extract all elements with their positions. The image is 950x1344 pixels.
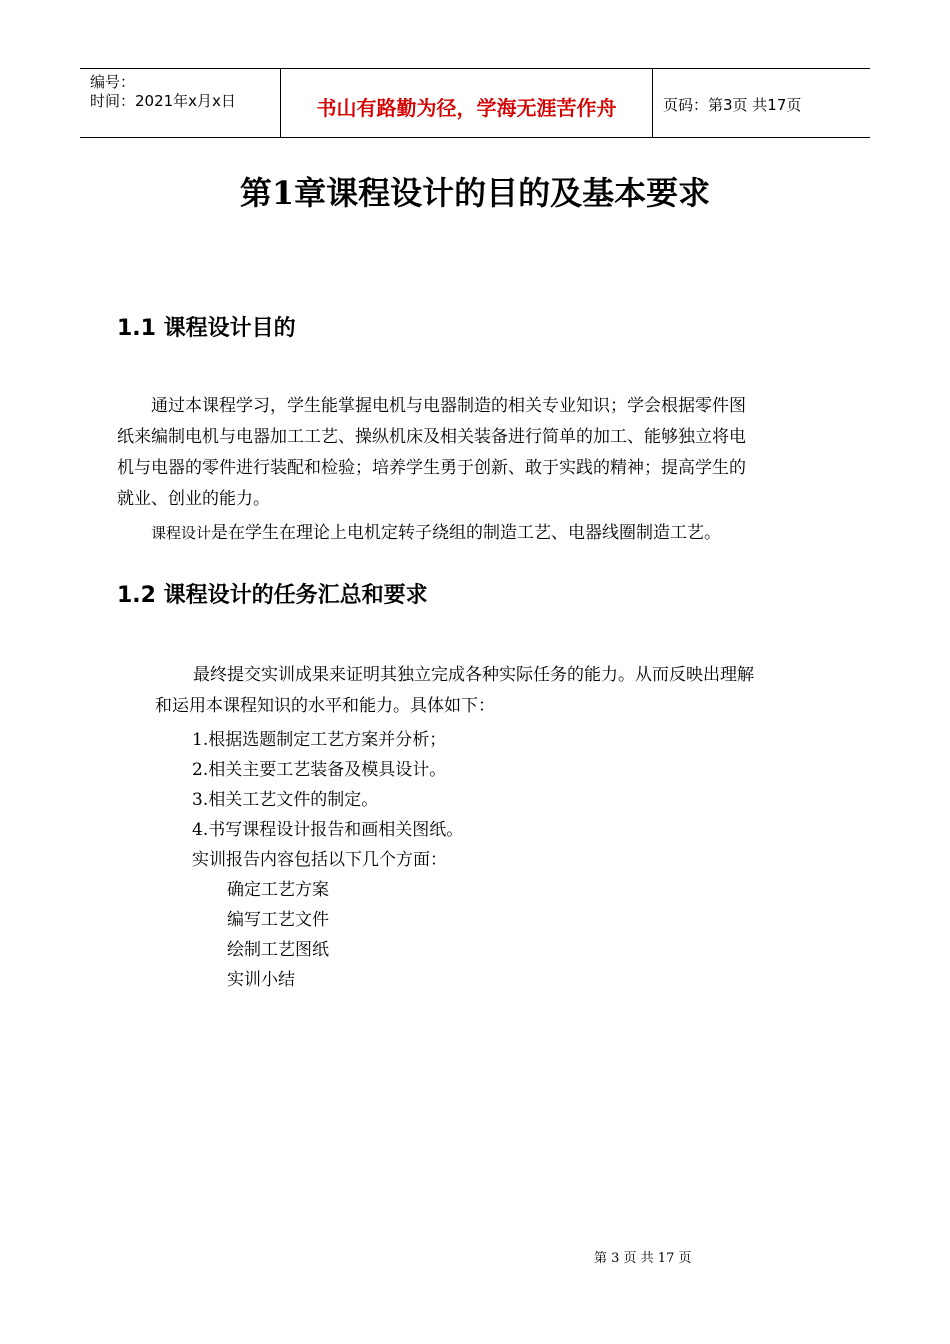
header-page-info: 页码：第3页 共17页 bbox=[663, 96, 802, 114]
list-item: 3.相关工艺文件的制定。 bbox=[192, 790, 379, 810]
report-item: 绘制工艺图纸 bbox=[227, 940, 329, 960]
paragraph-line: 纸来编制电机与电器加工工艺、操纵机床及相关装备进行简单的加工、能够独立将电 bbox=[117, 427, 746, 447]
note-prefix: 课程设计 bbox=[151, 524, 212, 542]
list-item: 4.书写课程设计报告和画相关图纸。 bbox=[192, 820, 464, 840]
paragraph-line: 最终提交实训成果来证明其独立完成各种实际任务的能力。从而反映出理解 bbox=[193, 665, 754, 685]
chapter-title: 第1章课程设计的目的及基本要求 bbox=[239, 174, 711, 212]
section-1-1-paragraph bbox=[117, 391, 847, 515]
header-page-cell bbox=[653, 69, 870, 137]
report-item: 确定工艺方案 bbox=[227, 880, 329, 900]
note-text: 是在学生在理论上电机定转子绕组的制造工艺、电器线圈制造工艺。 bbox=[211, 523, 722, 543]
paragraph-line: 通过本课程学习，学生能掌握电机与电器制造的相关专业知识；学会根据零件图 bbox=[151, 396, 746, 416]
header-motto-cell bbox=[281, 69, 653, 137]
list-item: 2.相关主要工艺装备及模具设计。 bbox=[192, 760, 447, 780]
section-heading-1-1: 1.1 课程设计目的 bbox=[117, 316, 296, 341]
page-footer: 第 3 页 共 17 页 bbox=[594, 1251, 692, 1266]
document-date-label: 时间：2021年x月x日 bbox=[90, 92, 236, 110]
document-number-label: 编号： bbox=[90, 73, 136, 91]
list-item: 1.根据选题制定工艺方案并分析； bbox=[192, 730, 447, 750]
paragraph-line: 机与电器的零件进行装配和检验；培养学生勇于创新、敢于实践的精神；提高学生的 bbox=[117, 458, 746, 478]
paragraph-line: 和运用本课程知识的水平和能力。具体如下： bbox=[155, 696, 495, 716]
header-meta-cell bbox=[80, 69, 281, 137]
report-item: 编写工艺文件 bbox=[227, 910, 329, 930]
section-heading-1-2: 1.2 课程设计的任务汇总和要求 bbox=[117, 583, 428, 608]
header-motto: 书山有路勤为径，学海无涯苦作舟 bbox=[316, 96, 617, 120]
report-item: 实训小结 bbox=[227, 970, 295, 990]
paragraph-line: 就业、创业的能力。 bbox=[117, 489, 270, 509]
report-intro: 实训报告内容包括以下几个方面： bbox=[192, 850, 447, 870]
page-header bbox=[80, 68, 870, 138]
section-1-1-note bbox=[151, 518, 721, 543]
section-1-2-paragraph bbox=[155, 660, 845, 722]
